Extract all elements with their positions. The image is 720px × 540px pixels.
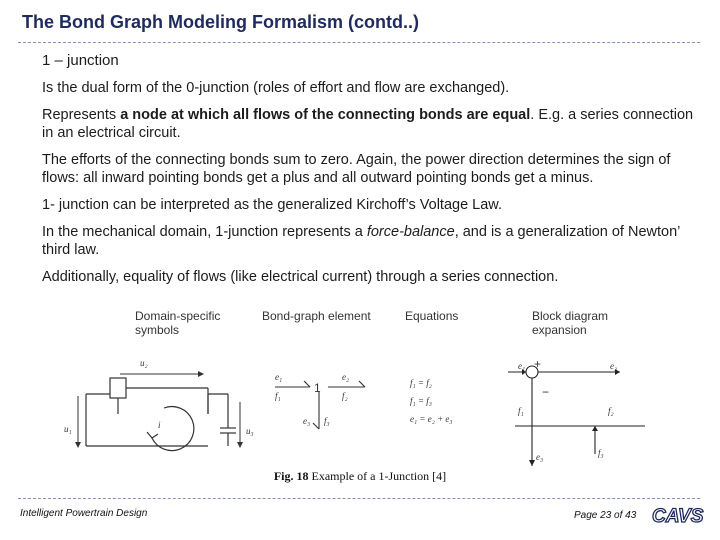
paragraph-mechanical-italic: force-balance bbox=[366, 224, 455, 240]
figure-svg bbox=[60, 304, 710, 469]
label-u1: u₁ bbox=[64, 424, 72, 434]
equation-1: f₁ = f₂ bbox=[410, 378, 432, 388]
slide-title: The Bond Graph Modeling Formalism (contd..) bbox=[22, 12, 419, 32]
equation-3: e₁ = e₂ + e₃ bbox=[410, 414, 453, 424]
paragraph-node bbox=[42, 106, 702, 142]
figure-1-junction bbox=[60, 304, 710, 469]
cavs-logo-text: CAVS bbox=[652, 506, 704, 527]
label-i: i bbox=[158, 420, 161, 430]
bg-f2: f₂ bbox=[342, 391, 348, 401]
bg-f1: f₁ bbox=[275, 391, 281, 401]
paragraph-node-post: . E.g. a series connection in an electrical circuit. bbox=[42, 107, 694, 141]
cavs-logo bbox=[650, 503, 706, 527]
paragraph-efforts: The efforts of the connecting bonds sum to zero. Again, the power direction determines the sign of flows: all inward pointing bonds get a plus and all outward pointing bonds get a minus. bbox=[42, 152, 671, 186]
bd-f1: f₁ bbox=[518, 406, 524, 416]
footer-course: Intelligent Powertrain Design bbox=[20, 508, 148, 519]
paragraph-kvl: 1- junction can be interpreted as the generalized Kirchoff’s Voltage Law. bbox=[42, 197, 502, 213]
header-domain-line2: symbols bbox=[135, 323, 180, 337]
header-block-line2: expansion bbox=[532, 323, 587, 337]
u2-arrowhead bbox=[198, 371, 204, 377]
header-bond-graph: Bond-graph element bbox=[262, 309, 371, 323]
title-divider bbox=[18, 42, 700, 43]
header-equations: Equations bbox=[405, 309, 459, 323]
arrowhead-e3 bbox=[529, 460, 535, 466]
paragraph-node-bold: a node at which all flows of the connecting bonds are equal bbox=[120, 107, 531, 123]
bg-e3: e₃ bbox=[303, 416, 311, 426]
header-domain-line1: Domain-specific bbox=[135, 309, 221, 323]
figure-caption bbox=[0, 469, 720, 484]
block-diagram bbox=[508, 366, 645, 466]
bd-f3: f₃ bbox=[598, 448, 604, 458]
bd-e2: e₂ bbox=[610, 361, 618, 371]
u1-arrowhead bbox=[75, 442, 81, 448]
page-number: Page 23 of 43 bbox=[574, 510, 637, 521]
series-circuit bbox=[86, 378, 236, 451]
u3-arrowhead bbox=[237, 442, 243, 448]
footer-divider bbox=[18, 498, 700, 499]
arrowhead-f3 bbox=[592, 426, 598, 431]
slide-body bbox=[42, 52, 702, 295]
caption-number: Fig. 18 bbox=[273, 469, 309, 483]
paragraph-node-pre: Represents bbox=[42, 107, 121, 123]
label-u3: u₃ bbox=[246, 426, 254, 436]
paragraph-mechanical bbox=[42, 223, 702, 259]
bd-plus: + bbox=[534, 357, 542, 371]
header-block-line1: Block diagram bbox=[532, 309, 609, 323]
bg-e2: e₂ bbox=[342, 372, 350, 382]
bg-e1: e₁ bbox=[275, 372, 283, 382]
section-heading: 1 – junction bbox=[42, 52, 119, 69]
paragraph-series: Additionally, equality of flows (like electrical current) through a series connection. bbox=[42, 269, 559, 285]
bd-e3: e₃ bbox=[536, 452, 544, 462]
bd-minus: − bbox=[542, 385, 550, 399]
bd-e1: e₁ bbox=[518, 361, 526, 371]
paragraph-mechanical-pre: In the mechanical domain, 1-junction represents a bbox=[42, 224, 367, 240]
bg-f3: f₃ bbox=[324, 416, 330, 426]
caption-text: Example of a 1-Junction [4] bbox=[308, 469, 447, 483]
bd-f2: f₂ bbox=[608, 406, 614, 416]
equation-2: f₁ = f₃ bbox=[410, 396, 432, 406]
junction-one: 1 bbox=[314, 381, 321, 395]
paragraph-mechanical-post: , and is a generalization of Newton’ third law. bbox=[42, 224, 680, 258]
paragraph-dual-form: Is the dual form of the 0-junction (roles of effort and flow are exchanged). bbox=[42, 80, 510, 96]
label-u2: u₂ bbox=[140, 358, 148, 368]
